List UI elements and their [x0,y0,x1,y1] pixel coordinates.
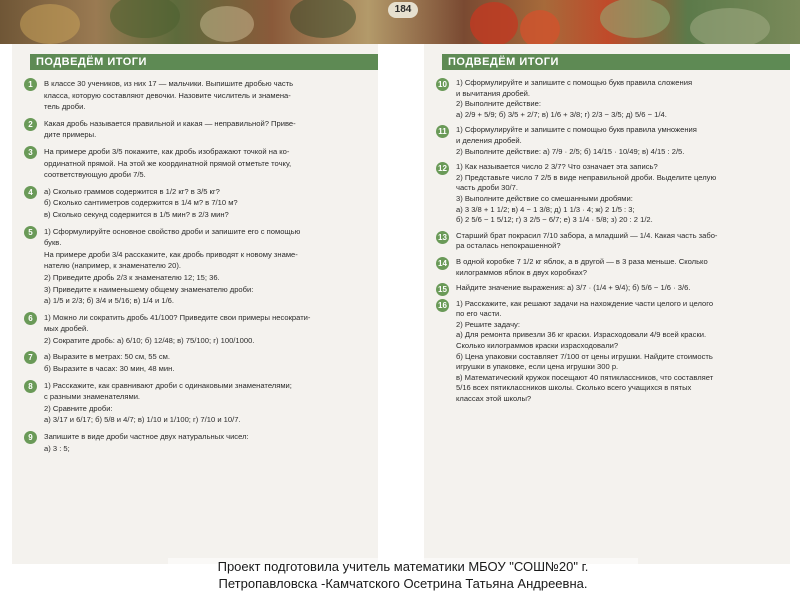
exercise-text-line: 1) Можно ли сократить дробь 41/100? Приведите свои примеры несократи- [44,312,311,322]
exercise-number-badge: 11 [436,125,449,138]
exercise [432,257,784,278]
exercise-text-line: ра осталась непокрашенной? [456,241,561,251]
exercise-text-line: 2) Сравните дроби: [44,403,113,413]
exercise-text-line: в) Математический кружок посещают 40 пятиклассников, что составляет [456,372,714,382]
exercise [432,299,784,405]
exercise [20,431,372,454]
exercise-text-line: 2) Сократите дробь: а) 6/10; б) 12/48; в) 75/100; г) 100/1000. [44,335,255,345]
right-page-heading: ПОДВЕДЁМ ИТОГИ [442,54,790,70]
exercise-text-line: а) 3 : 5; [44,443,70,453]
exercise-text-line: а) Для ремонта привезли 36 кг краски. Израсходовали 4/9 всей краски. [456,330,707,340]
exercise-text-line: а) 1/5 и 2/3; б) 3/4 и 5/16; в) 1/4 и 1/6. [44,296,175,306]
exercise [432,231,784,252]
exercise-text-line: ординатной прямой. На этой же координатной прямой отметьте точку, [44,158,292,168]
left-page [12,44,378,564]
exercise-text-line: а) Сколько граммов содержится в 1/2 кг? в 3/5 кг? [44,186,220,196]
exercise-number-badge: 9 [24,431,37,444]
exercise-text-line: с разными знаменателями. [44,392,141,402]
exercise-text-line: класса, которую составляют девочки. Назовите числитель и знамена- [44,90,291,100]
exercise [20,118,372,141]
author-caption [168,558,638,592]
exercise-text-line: 2) Выполните действие: а) 7/9 · 2/5; б) 14/15 · 10/49; в) 4/15 : 2/5. [456,146,685,156]
exercise-number-badge: 14 [436,257,449,270]
exercise-text-line: по его части. [456,309,502,319]
exercise-text-line: килограммов яблок в двух коробках? [456,267,587,277]
exercise-number-badge: 12 [436,162,449,175]
exercise-text-line: 3) Приведите к наименьшему общему знаменателю дроби: [44,284,254,294]
exercise-text-line: в) Сколько секунд содержится в 1/5 мин? в 2/3 мин? [44,209,229,219]
exercise-text-line: нателю (например, к знаменателю 20). [44,261,181,271]
exercise-text-line: и вычитания дробей. [456,88,531,98]
exercise-number-badge: 5 [24,226,37,239]
exercise-text-line: 1) Сформулируйте и запишите с помощью букв правила сложения [456,78,693,87]
exercise [432,125,784,157]
caption-line-2: Петропавловска -Камчатского Осетрина Татьяна Андреевна. [218,576,588,591]
exercise-text-line: 2) Приведите дробь 2/3 к знаменателю 12; 15; 36. [44,272,220,282]
exercise-text-line: соответствующую дроби 7/5. [44,170,146,180]
exercise-number-badge: 7 [24,351,37,364]
exercise-text-line: 2) Выполните действие: [456,99,541,109]
exercise-text-line: 5/16 всех пятиклассников школы. Сколько всего учащихся в пятых [456,383,692,393]
exercise-number-badge: 2 [24,118,37,131]
exercise [20,226,372,307]
exercise-text-line: 1) Как называется число 2 3/7? Что означает эта запись? [456,162,658,172]
exercise [20,380,372,426]
exercise-text-line: б) 2 5/6 − 1 5/12; г) 3 2/5 − 6/7; е) 3 1/4 · 5/8; з) 20 : 2 1/2. [456,215,653,225]
exercise-number-badge: 3 [24,146,37,159]
exercise-text-line: классах этой школы? [456,394,532,404]
exercise [20,312,372,347]
exercise-text-line: часть дроби 30/7. [456,183,518,193]
exercise [20,351,372,374]
exercise-text-line: а) 3/17 и 6/17; б) 5/8 и 4/7; в) 1/10 и 1/100; г) 7/10 и 10/7. [44,415,241,425]
right-page [424,44,790,564]
exercise-text-line: дите примеры. [44,130,97,140]
exercise-text-line: 2) Решите задачу: [456,319,520,329]
exercise-number-badge: 16 [436,299,449,312]
exercise-text-line: Сколько килограммов краски израсходовали? [456,341,619,351]
exercise-text-line: 3) Выполните действие со смешанными дробями: [456,193,633,203]
exercise-text-line: Какая дробь называется правильной и какая — неправильной? Приве- [44,118,296,128]
exercise-text-line: б) Цена упаковки составляет 7/100 от цены игрушки. Найдите стоимость [456,351,713,361]
exercise-text-line: На примере дроби 3/5 покажите, как дробь изображают точкой на ко- [44,146,290,156]
exercise [20,186,372,221]
exercise [432,162,784,226]
exercise-number-badge: 15 [436,283,449,296]
exercise-text-line: а) 2/9 + 5/9; б) 3/5 + 2/7; в) 1/6 + 3/8; г) 2/3 − 3/5; д) 5/6 − 1/4. [456,109,667,119]
photo-banner [0,0,800,44]
exercise-text-line: Найдите значение выражения: а) 3/7 · (1/4 + 9/4); б) 5/6 − 1/6 · 3/6. [456,283,691,293]
exercise-number-badge: 4 [24,186,37,199]
exercise-text-line: тель дроби. [44,102,86,112]
caption-line-1: Проект подготовила учитель математики МБОУ "СОШ№20" г. [217,559,589,574]
exercise [432,283,784,294]
exercise-text-line: Запишите в виде дроби частное двух натуральных чисел: [44,432,249,442]
right-task-list [432,78,784,410]
exercise-text-line: 1) Расскажите, как сравнивают дроби с одинаковыми знаменателями; [44,380,292,390]
exercise-text-line: 1) Сформулируйте и запишите с помощью букв правила умножения [456,125,697,135]
exercise-number-badge: 1 [24,78,37,91]
exercise-text-line: и деления дробей. [456,135,522,145]
exercise-text-line: На примере дроби 3/4 расскажите, как дробь приводят к новому знаме- [44,249,298,259]
exercise-text-line: букв. [44,238,62,248]
exercise-text-line: а) Выразите в метрах: 50 см, 55 см. [44,352,170,362]
exercise-text-line: б) Сколько сантиметров содержится в 1/4 м? в 7/10 м? [44,198,238,208]
exercise-text-line: В классе 30 учеников, из них 17 — мальчики. Выпишите дробью часть [44,79,294,88]
exercise-text-line: мых дробей. [44,324,89,334]
book-gutter [378,44,424,564]
exercise-number-badge: 6 [24,312,37,325]
exercise-text-line: а) 3 3/8 + 1 1/2; в) 4 − 1 3/8; д) 1 1/3 · 4; ж) 2 1/5 : 3; [456,204,635,214]
exercise-text-line: 2) Представьте число 7 2/5 в виде неправильной дроби. Выделите целую [456,172,717,182]
exercise-text-line: 1) Сформулируйте основное свойство дроби и запишите его с помощью [44,226,301,236]
exercise-number-badge: 10 [436,78,449,91]
left-task-list [20,78,372,459]
exercise [20,78,372,113]
exercise-number-badge: 8 [24,380,37,393]
page-number: 184 [388,2,418,18]
exercise-text-line: Старший брат покрасил 7/10 забора, а младший — 1/4. Какая часть забо- [456,230,718,240]
exercise-text-line: игрушки в упаковке, если цена игрушки 300 р. [456,362,619,372]
exercise [432,78,784,120]
exercise-text-line: В одной коробке 7 1/2 кг яблок, а в другой — в 3 раза меньше. Сколько [456,256,708,266]
exercise [20,146,372,181]
exercise-text-line: 1) Расскажите, как решают задачи на нахождение части целого и целого [456,298,714,308]
exercise-text-line: б) Выразите в часах: 30 мин, 48 мин. [44,364,175,374]
left-page-heading: ПОДВЕДЁМ ИТОГИ [30,54,378,70]
exercise-number-badge: 13 [436,231,449,244]
